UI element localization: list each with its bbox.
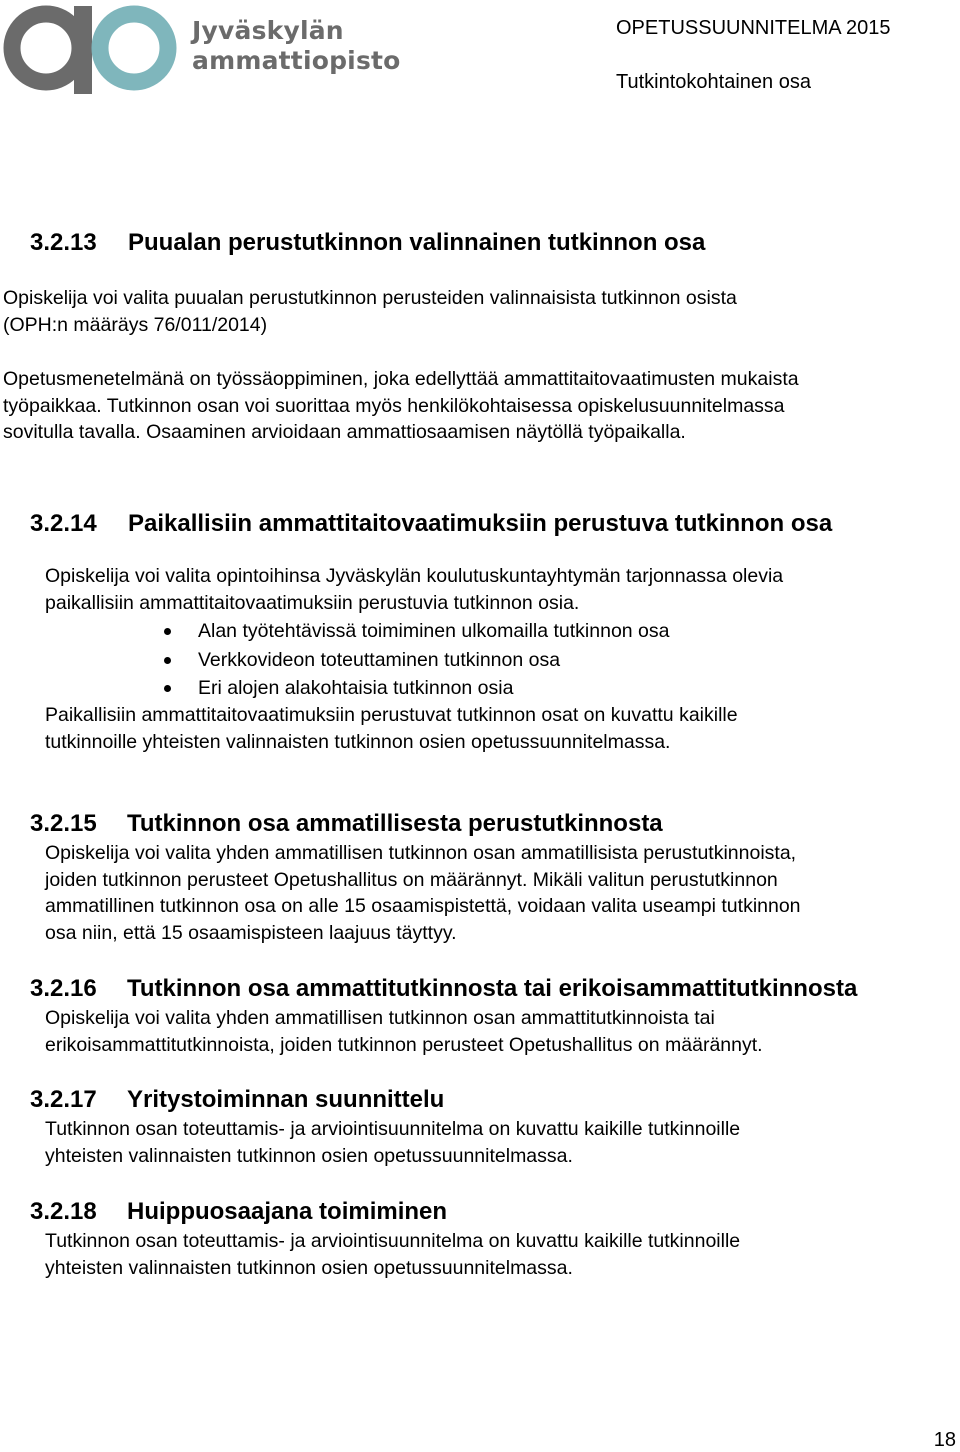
ao-logo-mark (0, 0, 190, 100)
logo-line-1: Jyväskylän (192, 16, 344, 45)
text-line: Tutkinnon osan toteuttamis- ja arviointisuunnitelma on kuvattu kaikille tutkinnoille (45, 1118, 741, 1140)
text-line: ammatillinen tutkinnon osa on alle 15 osaamispistettä, voidaan valita useampi tutkinnon (45, 895, 801, 917)
text-line: Opiskelija voi valita yhden ammatillisen tutkinnon osan ammatillisista perustutkinnoista, (45, 842, 797, 864)
paragraph (45, 840, 801, 946)
paragraph (3, 366, 799, 446)
bullet-icon (164, 685, 171, 692)
bullet-list (164, 617, 670, 703)
section-heading-3-2-17 (30, 1085, 444, 1115)
page-number: 18 (933, 1429, 956, 1451)
paragraph (45, 702, 738, 755)
section-title: Tutkinnon osa ammattitutkinnosta tai erikoisammattitutkinnosta (127, 975, 858, 1002)
text-line: paikallisiin ammattitaitovaatimuksiin perustuvia tutkinnon osia. (45, 591, 580, 614)
text-line: erikoisammattitutkinnoista, joiden tutkinnon perusteet Opetushallitus on määrännyt. (45, 1033, 763, 1056)
paragraph (45, 1116, 740, 1169)
list-item-text: Verkkovideon toteuttaminen tutkinnon osa (198, 648, 561, 671)
text-line: Tutkinnon osan toteuttamis- ja arviointisuunnitelma on kuvattu kaikille tutkinnoille (45, 1230, 741, 1252)
text-line: (OPH:n määräys 76/011/2014) (3, 313, 268, 336)
section-title: Puualan perustutkinnon valinnainen tutkinnon osa (128, 229, 706, 256)
bullet-icon (164, 657, 171, 664)
paragraph (45, 563, 783, 616)
section-number: 3.2.13 (30, 229, 97, 256)
text-line: Paikallisiin ammattitaitovaatimuksiin perustuvat tutkinnon osat on kuvattu kaikille (45, 704, 738, 726)
section-title: Tutkinnon osa ammatillisesta perustutkinnosta (127, 810, 663, 837)
text-line: Opiskelija voi valita yhden ammatillisen tutkinnon osan ammattitutkinnoista tai (45, 1007, 715, 1029)
text-line: tutkinnoille yhteisten valinnaisten tutkinnon osien opetussuunnitelmassa. (45, 730, 671, 753)
text-line: joiden tutkinnon perusteet Opetushallitus on määrännyt. Mikäli valitun perustutkinnon (45, 868, 778, 891)
section-title: Yritystoiminnan suunnittelu (127, 1086, 445, 1113)
section-title: Huippuosaajana toimiminen (127, 1198, 448, 1225)
paragraph (45, 1228, 740, 1281)
text-line: yhteisten valinnaisten tutkinnon osien opetussuunnitelmassa. (45, 1144, 573, 1167)
section-heading-3-2-14 (30, 509, 832, 539)
section-heading-3-2-16 (30, 974, 857, 1004)
paragraph (45, 1005, 763, 1058)
bullet-icon (164, 628, 171, 635)
list-item (164, 617, 670, 646)
text-line: sovitulla tavalla. Osaaminen arvioidaan ammattiosaamisen näytöllä työpaikalla. (3, 421, 686, 443)
text-line: Opiskelija voi valita puualan perustutkinnon perusteiden valinnaisista tutkinnon osista (3, 287, 737, 309)
document-title: OPETUSSUUNNITELMA 2015 (616, 17, 891, 39)
section-number: 3.2.18 (30, 1198, 97, 1225)
section-number: 3.2.14 (30, 510, 97, 537)
section-title: Paikallisiin ammattitaitovaatimuksiin perustuva tutkinnon osa (128, 510, 833, 537)
text-line: Opetusmenetelmänä on työssäoppiminen, joka edellyttää ammattitaitovaatimusten mukaista (3, 368, 799, 390)
text-line: Opiskelija voi valita opintoihinsa Jyväskylän koulutuskuntayhtymän tarjonnassa olevia (45, 565, 784, 587)
section-heading-3-2-15 (30, 809, 663, 839)
list-item (164, 674, 670, 703)
text-line: osa niin, että 15 osaamispisteen laajuus täyttyy. (45, 921, 457, 944)
list-item (164, 646, 670, 675)
text-line: yhteisten valinnaisten tutkinnon osien opetussuunnitelmassa. (45, 1256, 573, 1279)
section-number: 3.2.15 (30, 810, 97, 837)
list-item-text: Eri alojen alakohtaisia tutkinnon osia (198, 677, 514, 699)
section-number: 3.2.17 (30, 1086, 97, 1113)
document-subtitle: Tutkintokohtainen osa (616, 71, 811, 93)
logo-line-2: ammattiopisto (192, 46, 401, 75)
section-heading-3-2-18 (30, 1197, 447, 1227)
section-heading-3-2-13 (30, 228, 705, 258)
paragraph (3, 285, 737, 338)
jyvaskylan-ammattiopisto-logo (0, 0, 401, 100)
list-item-text: Alan työtehtävissä toimiminen ulkomailla tutkinnon osa (198, 620, 670, 642)
section-number: 3.2.16 (30, 975, 97, 1002)
text-line: työpaikkaa. Tutkinnon osan voi suorittaa myös henkilökohtaisessa opiskelusuunnitelmassa (3, 394, 785, 417)
